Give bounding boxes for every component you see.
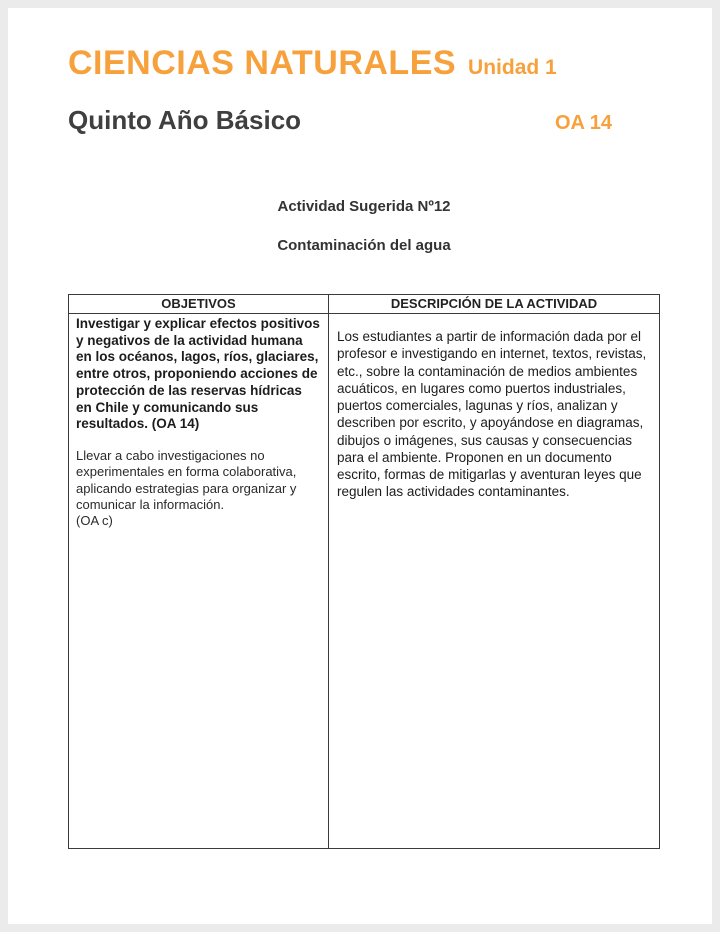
objectives-cell [69,314,329,849]
column-header-objetivos: OBJETIVOS [69,295,329,314]
objective-main-text: Investigar y explicar efectos positivos y negativos de la actividad humana en los océanos, lagos, ríos, glaciares, entre otros, proponiendo acciones de protección de las reservas hídricas en Chile y comunicando sus resultados. (OA 14) [76,316,320,432]
document-content [8,8,712,849]
activity-table [68,294,660,849]
activity-heading: Actividad Sugerida Nº12 [277,198,451,215]
unit-label: Unidad 1 [468,56,557,79]
grade-row [68,105,660,136]
table-body-row [69,314,660,849]
subject-title: CIENCIAS NATURALES [68,44,457,82]
column-header-descripcion: DESCRIPCIÓN DE LA ACTIVIDAD [329,295,660,314]
grade-title: Quinto Año Básico [68,105,302,135]
document-page [8,8,712,924]
oa-code: OA 14 [554,112,612,134]
description-cell [329,314,660,849]
document-header [68,44,660,83]
activity-topic: Contaminación del agua [277,237,451,254]
objective-secondary-text: Llevar a cabo investigaciones no experimentales en forma colaborativa, aplicando estrategias para organizar y comunicar la información. [76,448,297,512]
activity-description-text: Los estudiantes a partir de información dada por el profesor e investigando en internet, textos, revistas, etc., sobre la contaminación de medios ambientes acuáticos, en lugares como puertos industriales, puertos comerciales, lagunas y ríos, analizan y describen por escrito, y apoyándose en diagramas, dibujos o imágenes, sus causas y consecuencias para el ambiente. Proponen en un documento escrito, formas de mitigarlas y aventuran leyes que regulen las actividades contaminantes. [337,329,647,500]
objective-secondary-code: (OA c) [76,513,113,529]
table-header-row [69,295,660,314]
